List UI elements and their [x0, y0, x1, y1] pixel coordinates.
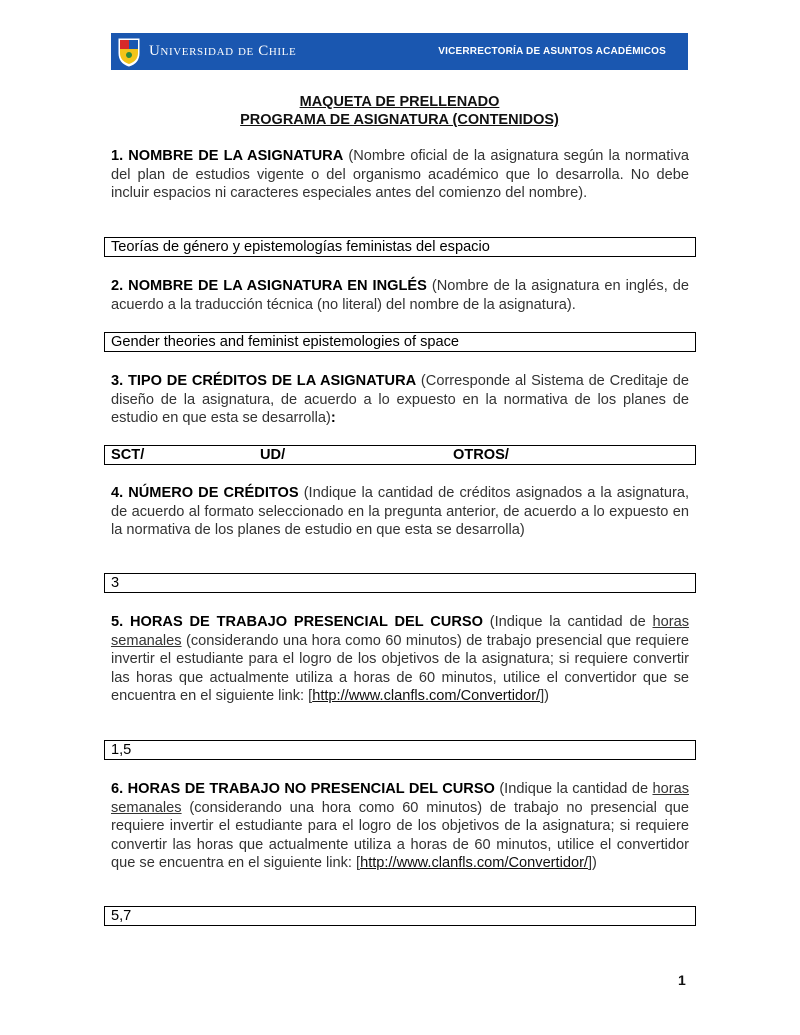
section-6-answer[interactable]: 5,7	[104, 906, 696, 926]
section-3-description	[111, 372, 689, 428]
section-2-text: (Nombre de la asignatura en inglés, de acuerdo a la traducción técnica (no literal) del nombre de la asignatura).	[111, 278, 689, 313]
section-6-text-a: (Indique la cantidad de	[494, 781, 653, 797]
section-2-answer[interactable]: Gender theories and feminist epistemologies of space	[104, 332, 696, 352]
section-3-answer[interactable]	[104, 445, 696, 465]
section-5-text-a: (Indique la cantidad de	[482, 614, 653, 630]
section-5-underlined: horas semanales	[111, 614, 690, 649]
section-5-heading: 5. HORAS DE TRABAJO PRESENCIAL DEL CURSO	[111, 614, 483, 630]
section-5-text-b: (considerando una hora como 60 minutos) de trabajo presencial que requiere invertir el estudiante para el logro de los objetivos de la asignatura; si requiere convertir las horas que actualmente utiliza a horas de 60 minutos, utilice el convertidor que se encuentra en el siguiente link: [	[111, 632, 689, 704]
section-5-description	[111, 613, 689, 706]
section-1-answer[interactable]: Teorías de género y epistemologías feministas del espacio	[104, 237, 696, 257]
section-2-description	[111, 277, 689, 314]
section-6-heading: 6. HORAS DE TRABAJO NO PRESENCIAL DEL CURSO	[111, 781, 495, 797]
credit-type-sct[interactable]: SCT/	[111, 447, 145, 463]
crest-icon	[117, 37, 141, 67]
section-6-text-c: ])	[587, 855, 597, 871]
section-2-heading: 2. NOMBRE DE LA ASIGNATURA EN INGLÉS	[111, 278, 427, 294]
section-1-description	[111, 147, 689, 203]
section-3-suffix: :	[330, 410, 336, 426]
section-4-heading: 4. NÚMERO DE CRÉDITOS	[111, 485, 299, 501]
section-5-answer[interactable]: 1,5	[104, 740, 696, 760]
page-number: 1	[678, 972, 686, 988]
credit-type-ud[interactable]: UD/	[260, 447, 286, 463]
section-3-heading: 3. TIPO DE CRÉDITOS DE LA ASIGNATURA	[111, 373, 417, 389]
section-1-text: (Nombre oficial de la asignatura según la normativa del plan de estudios vigente o del organismo académico que lo desarrolla. No debe incluir espacios ni caracteres especiales antes del comienzo del nombre).	[111, 148, 689, 201]
university-name: Universidad de Chile	[149, 43, 297, 59]
section-6-text-b: (considerando una hora como 60 minutos) de trabajo no presencial que requiere invertir el estudiante para el logro de los objetivos de la asignatura; si requiere convertir las horas que actualmente utiliza a horas de 60 minutos, utilice el convertidor que se encuentra en el siguiente link: [	[111, 799, 689, 871]
document-title-line2: PROGRAMA DE ASIGNATURA (CONTENIDOS)	[240, 112, 559, 128]
header-banner	[111, 33, 688, 70]
section-4-answer[interactable]: 3	[104, 573, 696, 593]
section-4-description	[111, 484, 689, 540]
section-6-description	[111, 780, 689, 873]
section-6-converter-link[interactable]: http://www.clanfls.com/Convertidor/	[360, 855, 588, 871]
credit-type-otros[interactable]: OTROS/	[453, 447, 509, 463]
office-name: VICERRECTORÍA DE ASUNTOS ACADÉMICOS	[438, 46, 666, 57]
university-logo	[117, 37, 296, 67]
section-5-text-c: ])	[540, 688, 550, 704]
section-3-text: (Corresponde al Sistema de Creditaje de diseño de la asignatura, de acuerdo a lo expuesto en la normativa de los planes de estudio en que esta se desarrolla)	[111, 373, 689, 426]
section-6-underlined: horas semanales	[111, 781, 689, 816]
section-5-converter-link[interactable]: http://www.clanfls.com/Convertidor/	[312, 688, 541, 704]
section-1-heading: 1. NOMBRE DE LA ASIGNATURA	[111, 148, 344, 164]
section-4-text: (Indique la cantidad de créditos asignados a la asignatura, de acuerdo al formato seleccionado en la pregunta anterior, de acuerdo a lo expuesto en la normativa de los planes de estudio en que esta se desarrolla)	[111, 485, 689, 538]
document-title-line1: MAQUETA DE PRELLENADO	[299, 94, 500, 110]
